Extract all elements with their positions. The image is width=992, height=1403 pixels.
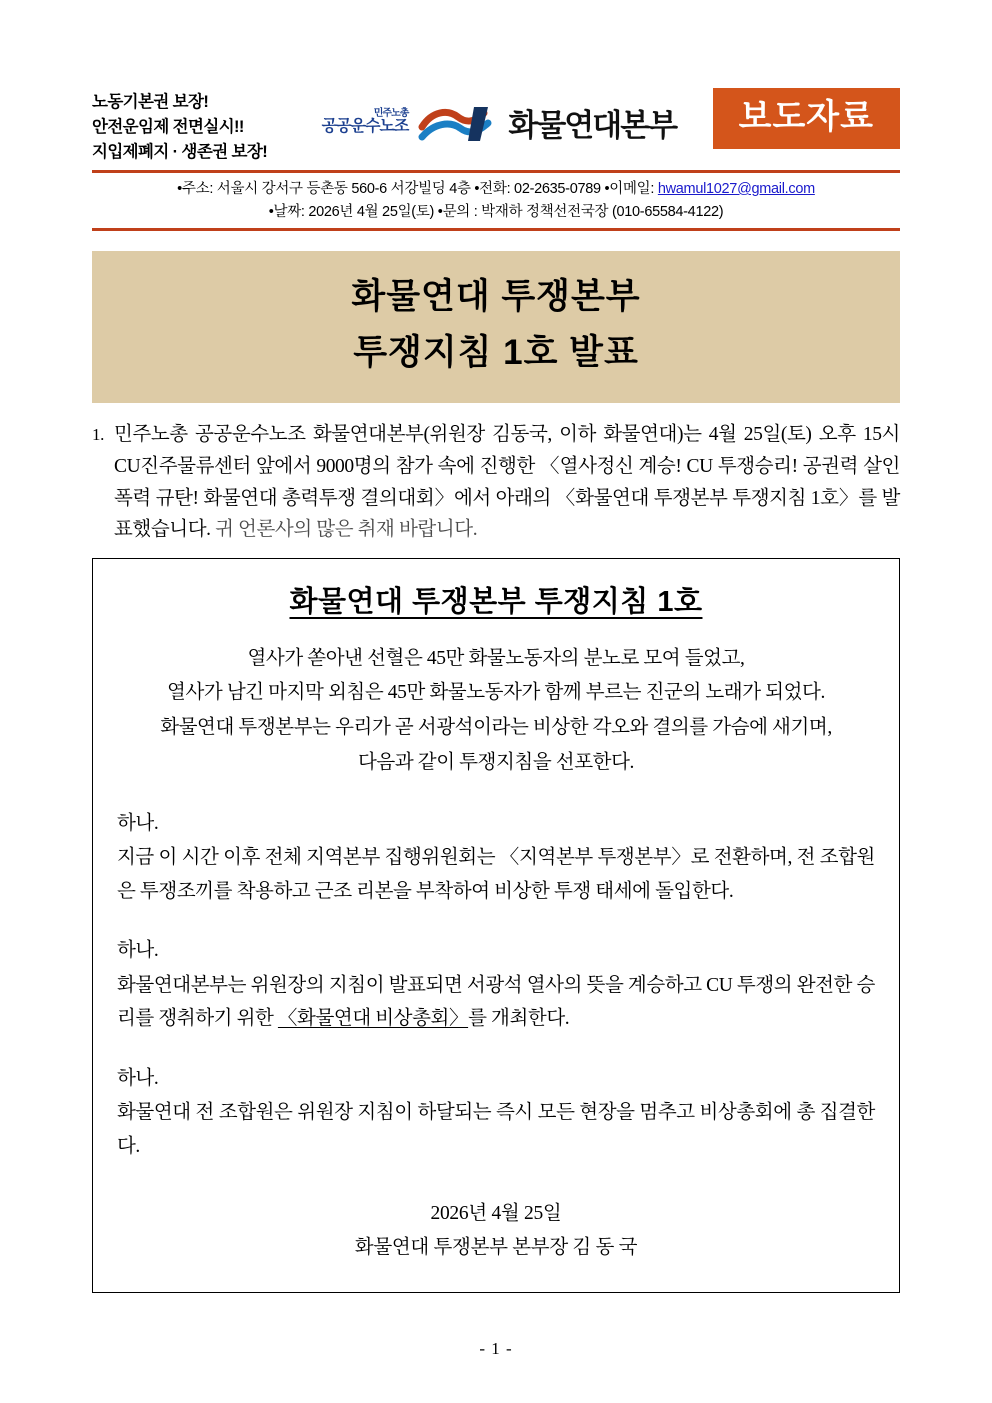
verse-line-2: 열사가 남긴 마지막 외침은 45만 화물노동자가 함께 부르는 진군의 노래가 되었다. [167, 682, 825, 704]
declaration-verse [117, 642, 875, 781]
brand-name: 화물연대본부 [508, 108, 677, 143]
document-title-line-2: 투쟁지침 1호 발표 [353, 333, 639, 373]
declaration-box [92, 558, 900, 1293]
clause-2-text-after: 를 개최한다. [468, 1008, 570, 1030]
clause-2-text-before: 화물연대본부는 위원장의 지침이 발표되면 서광석 열사의 뜻을 계승하고 CU 투쟁의 완전한 승리를 쟁취하기 위한 [117, 974, 875, 1030]
union-name-big: 공공운수노조 [321, 118, 409, 136]
declaration-title: 화물연대 투쟁본부 투쟁지침 1호 [289, 585, 703, 618]
verse-line-4: 다음과 같이 투쟁지침을 선포한다. [357, 751, 635, 773]
intro-main-text: 민주노총 공공운수노조 화물연대본부(위원장 김동국, 이하 화물연대)는 4월 25일(토) 오후 15시 CU진주물류센터 앞에서 9000명의 참가 속에 진행한 〈열사정신 계승! CU 투쟁승리! 공권력 살인폭력 규탄! 화물연대 총력투쟁 결의대회〉에서 아래의 〈화물연대 투쟁본부 투쟁지침 1호〉를 발표했습니다. [114, 424, 900, 541]
union-name-small: 민주노총 [373, 107, 409, 119]
contact-email-label: •이메일: [604, 181, 658, 197]
verse-line-1: 열사가 쏟아낸 선혈은 45만 화물노동자의 분노로 모여 들었고, [247, 647, 745, 669]
slogan-line-2: 안전운임제 전면실시!! [92, 118, 244, 137]
signature-block [117, 1197, 875, 1265]
intro-number: 1. [92, 425, 104, 445]
contact-line-1 [92, 178, 900, 201]
clause-2-text-underline: 〈화물연대 비상총회〉 [277, 1008, 469, 1030]
contact-line-2: •날짜: 2026년 4월 25일(토) •문의 : 박재하 정책선전국장 (010-65584-4122) [268, 204, 724, 221]
masthead [92, 78, 900, 164]
wave-logo-icon [418, 101, 496, 145]
clause-2-text [117, 969, 875, 1036]
slogan-line-3: 지입제폐지 · 생존권 보장! [92, 143, 268, 162]
intro-paragraph [92, 419, 900, 545]
verse-line-3: 화물연대 투쟁본부는 우리가 곧 서광석이라는 비상한 각오와 결의를 가슴에 새기며, [160, 717, 832, 739]
press-release-badge: 보도자료 [713, 88, 900, 149]
divider-bottom [92, 228, 900, 231]
contact-address: •주소: 서울시 강서구 등촌동 560-6 서강빌딩 4층 [177, 181, 475, 197]
contact-phone: •전화: 02-2635-0789 [474, 181, 605, 197]
clause-3-text: 화물연대 전 조합원은 위원장 지침이 하달되는 즉시 모든 현장을 멈추고 비상총회에 총 집결한다. [117, 1102, 875, 1157]
clause-3-head: 하나. [117, 1067, 159, 1089]
clause-2-head: 하나. [117, 940, 159, 962]
clause-1 [117, 807, 875, 909]
slogan-line-1: 노동기본권 보장! [92, 93, 209, 111]
document-title-band [92, 251, 900, 403]
signature-name: 화물연대 투쟁본부 본부장 김 동 국 [354, 1237, 638, 1259]
organization-logo [322, 78, 676, 145]
clause-1-head: 하나. [117, 812, 159, 834]
union-wordmark [322, 109, 409, 136]
clause-1-text: 지금 이 시간 이후 전체 지역본부 집행위원회는 〈지역본부 투쟁본부〉로 전환하며, 전 조합원은 투쟁조끼를 착용하고 근조 리본을 부착하여 비상한 투쟁 태세에 돌입한다. [117, 847, 875, 902]
document-title-line-1: 화물연대 투쟁본부 [351, 277, 641, 317]
clause-2 [117, 934, 875, 1036]
slogan-block [92, 78, 267, 165]
intro-body [114, 419, 900, 545]
page-number: - 1 - [479, 1339, 513, 1358]
clause-3 [117, 1062, 875, 1164]
signature-date: 2026년 4월 25일 [430, 1203, 562, 1225]
intro-tail-text: 귀 언론사의 많은 취재 바랍니다. [215, 519, 478, 541]
contact-info [92, 173, 900, 228]
contact-email-link[interactable]: hwamul1027@gmail.com [657, 181, 815, 197]
